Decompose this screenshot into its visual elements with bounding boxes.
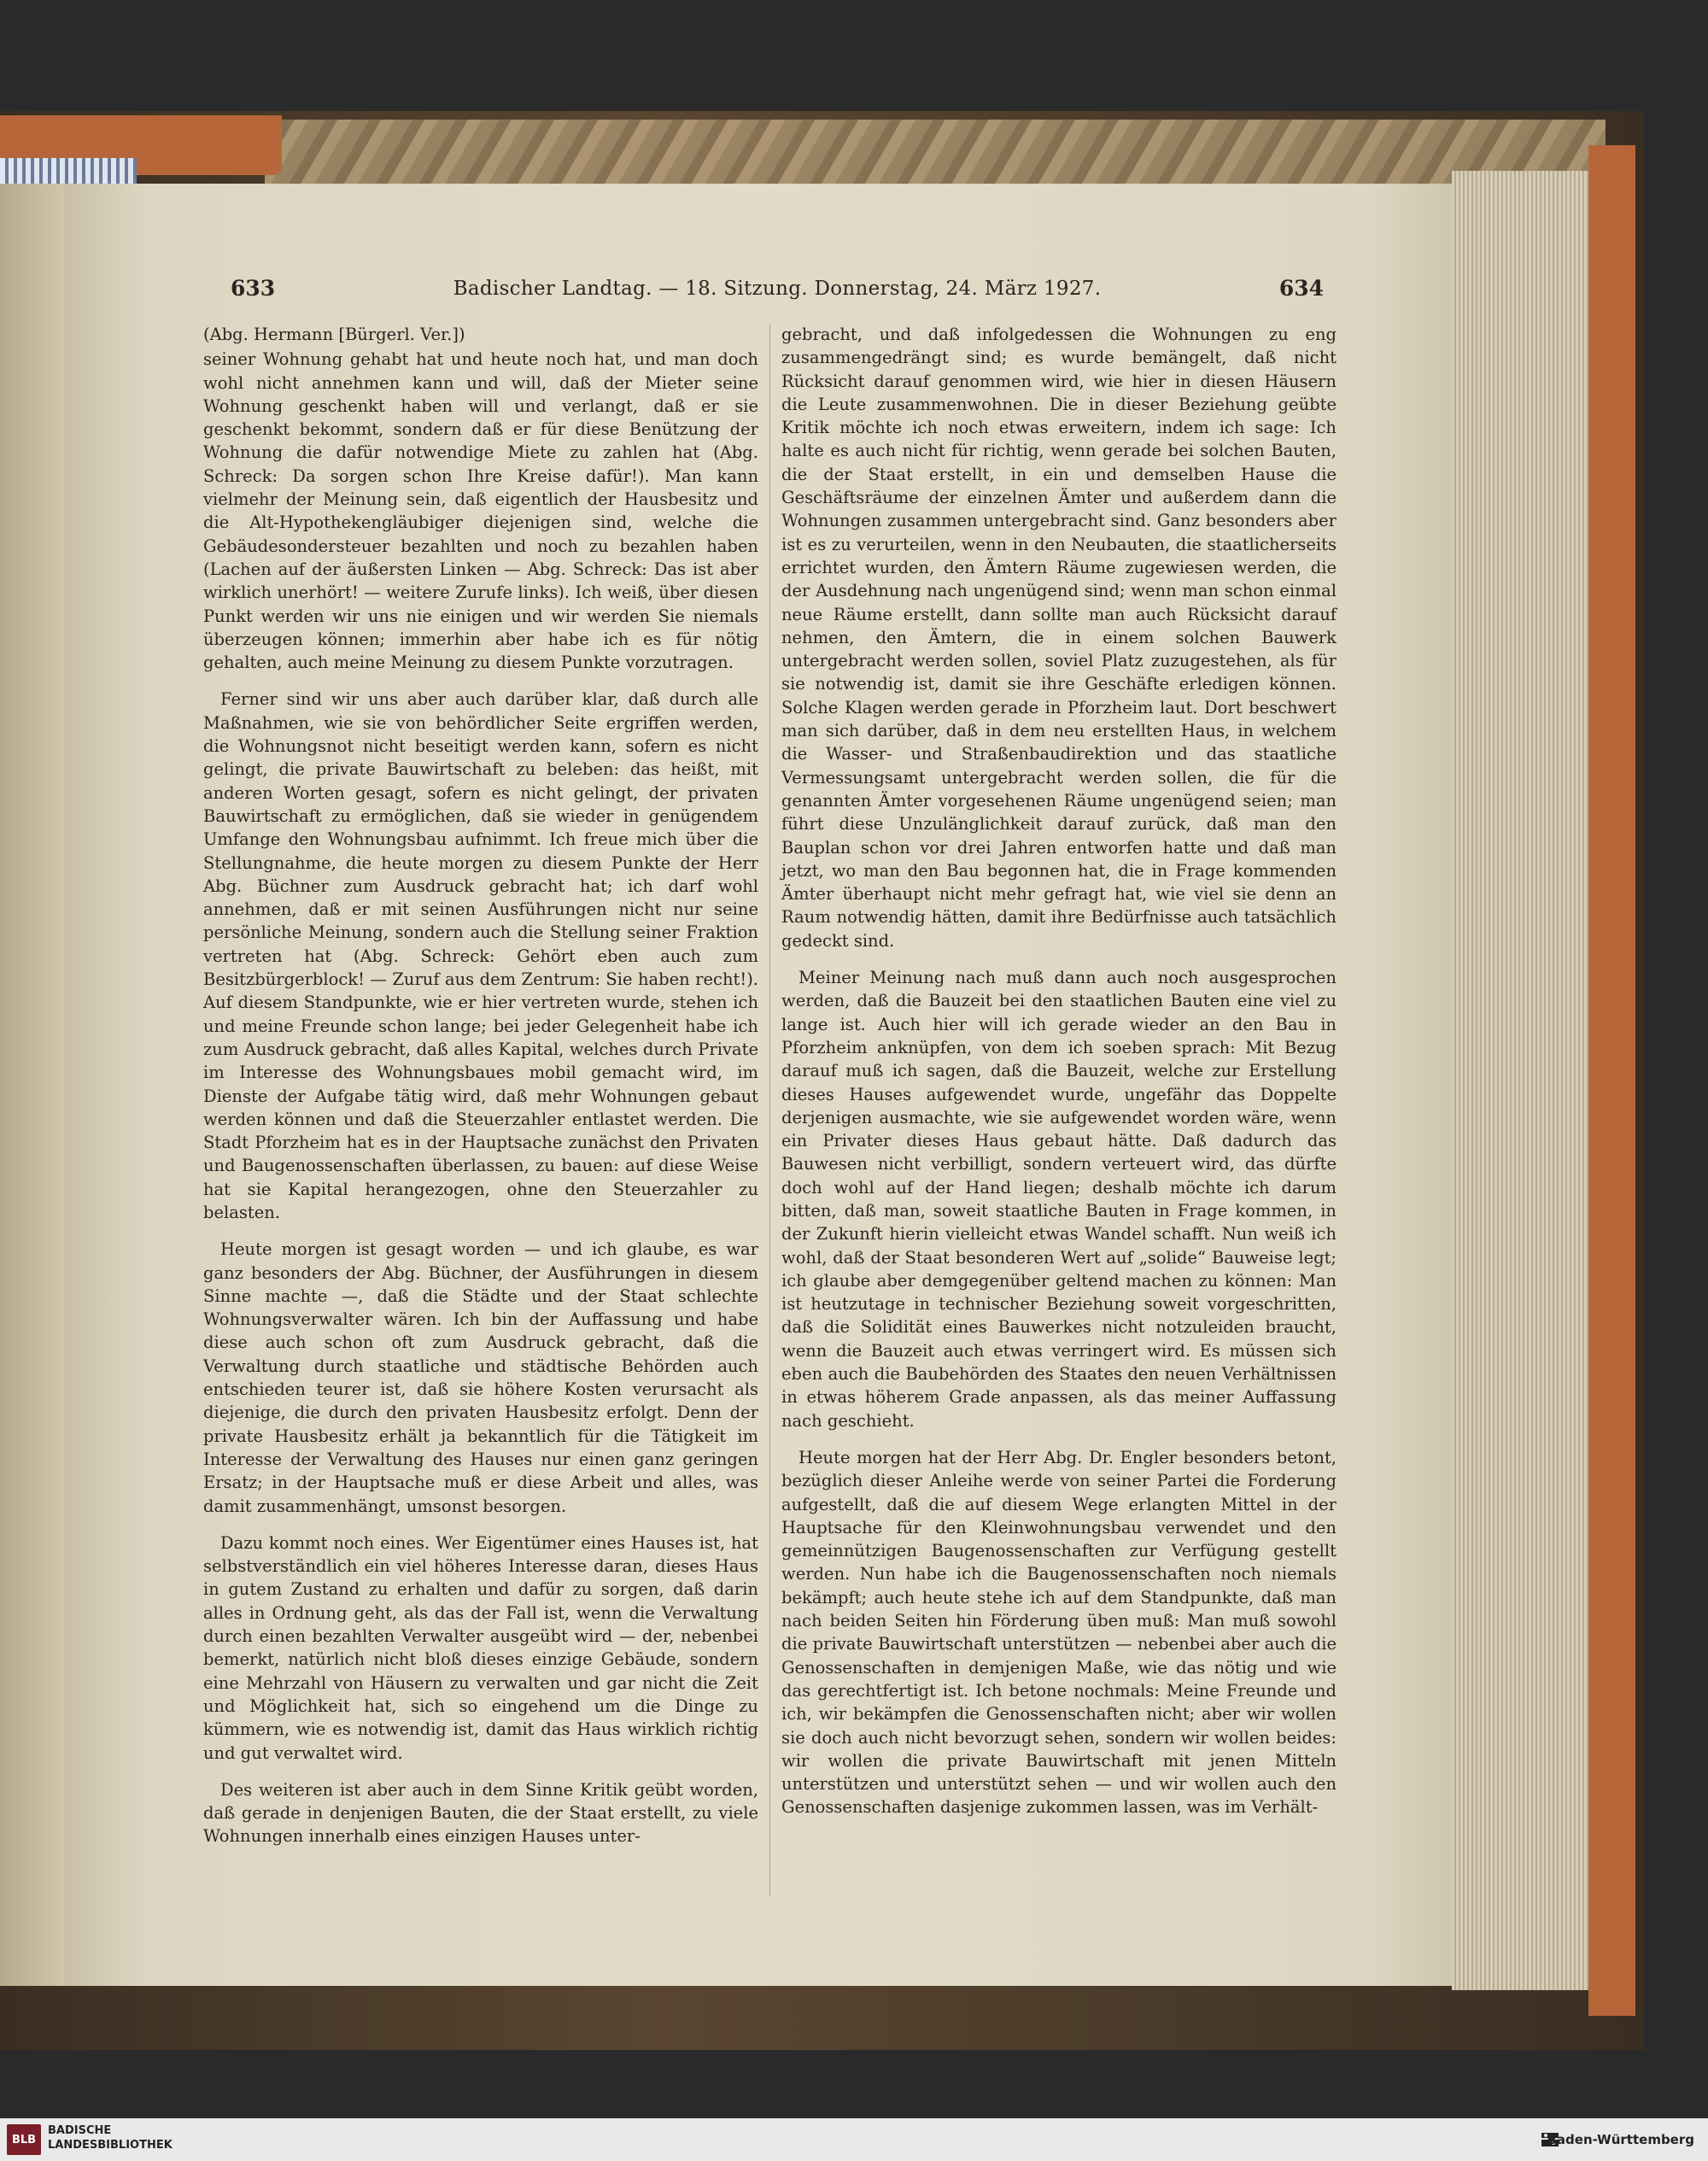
page-number-left: 633 — [231, 276, 276, 301]
facing-page-edge — [0, 184, 66, 1986]
library-name[interactable] — [48, 2123, 173, 2152]
library-name-line1: BADISCHE — [48, 2124, 112, 2137]
paragraph: Heute morgen ist gesagt worden — und ich glaube, es war ganz besonders der Abg. Büchner, der Ausführungen in diesem Sinne machte —, daß die Städte und der Staat schlechte Wohnungsverwalter wären. Ich bin der Auffassung und habe diese auch schon oft zum Ausdruck gebracht, daß die Verwaltung durch staatliche und städtische Behörden auch entschieden teurer ist, daß sie höhere Kosten verursacht als diejenige, die durch den privaten Hausbesitz erfolgt. Denn der private Hausbesitz erhält ja bekanntlich für die Tätigkeit im Interesse der Verwaltung des Hauses nur einen ganz geringen Ersatz; in der Hauptsache muß er diese Arbeit und alles, was damit zusammenhängt, umsonst besorgen. — [203, 1239, 758, 1516]
speaker-attribution: (Abg. Hermann [Bürgerl. Ver.]) — [203, 325, 465, 344]
state-name[interactable]: Baden-Württemberg — [1547, 2132, 1694, 2147]
column-divider — [769, 325, 770, 1896]
viewer-footer — [0, 2118, 1708, 2161]
page-fore-edge — [1452, 171, 1606, 1990]
spine-headband — [0, 158, 137, 184]
header-title: Badischer Landtag. — 18. Sitzung. Donnerstag, 24. März 1927. — [453, 278, 1102, 300]
paragraph: Heute morgen hat der Herr Abg. Dr. Engler besonders betont, bezüglich dieser Anleihe werde von seiner Partei die Forderung aufgestellt, daß die auf diesem Wege erlangten Mittel in der Hauptsache für den Kleinwohnungsbau verwendet und den gemeinnützigen Baugenossenschaften zur Verfügung gestellt werden. Nun habe ich die Baugenossenschaften noch niemals bekämpft; auch heute stehe ich auf dem Standpunkte, daß man nach beiden Seiten hin Förderung üben muß: Man muß sowohl die private Bauwirtschaft unterstützen — nebenbei aber auch die Genossenschaften in demjenigen Maße, wie das nötig und wie das gerechtfertigt ist. Ich betone nochmals: Meine Freunde und ich, wir bekämpfen die Genossenschaften nicht; aber wir wollen sie doch auch nicht bevorzugt sehen, sondern wir wollen beides: wir wollen die private Bauwirtschaft mit jenen Mitteln unterstützen und unterstützt sehen — und wir wollen auch den Genossenschaften dasjenige zukommen lassen, was im Verhält- — [781, 1447, 1337, 1818]
paragraph: Meiner Meinung nach muß dann auch noch ausgesprochen werden, daß die Bauzeit bei den staatlichen Bauten eine viel zu lange ist. Auch hier will ich gerade wieder an den Bau in Pforzheim anknüpfen, von dem ich soeben sprach: Mit Bezug darauf muß ich sagen, daß die Bauzeit, welche zur Erstellung dieses Hauses aufgewendet wurde, ungefähr das Doppelte derjenigen ausmachte, wie sie aufgewendet worden wäre, wenn ein Privater dieses Haus gebaut hätte. Daß dadurch das Bauwesen nicht verbilligt, sondern verteuert wird, das dürfte doch wohl auf der Hand liegen; deshalb möchte ich darum bitten, daß man, soweit staatliche Bauten in Frage kommen, in der Zukunft hierin vielleicht etwas Wandel schafft. Nun weiß ich wohl, daß der Staat besonderen Wert auf „solide“ Bauweise legt; ich glaube aber demgegenüber geltend machen zu können: Man ist heutzutage in technischer Beziehung soweit vorgeschritten, daß die Solidität eines Bauwerkes nicht notzuleiden braucht, wenn die Bauzeit auch etwas verringert wird. Es müssen sich eben auch die Baubehörden des Staates den neuen Verhältnissen in etwas höherem Grade anpassen, als das meiner Auffassung nach geschieht. — [781, 968, 1337, 1431]
library-name-line2: LANDESBIBLIOTHEK — [48, 2139, 173, 2152]
blb-logo[interactable]: BLB — [7, 2124, 41, 2155]
paragraph: Ferner sind wir uns aber auch darüber klar, daß durch alle Maßnahmen, wie sie von behördlicher Seite ergriffen werden, die Wohnungsnot nicht beseitigt werden kann, sofern es nicht gelingt, die private Bauwirtschaft zu beleben: das heißt, mit anderen Worten gesagt, sofern es nicht gelingt, der privaten Bauwirtschaft zu ermöglichen, daß sie wieder in genügendem Umfange den Wohnungsbau aufnimmt. Ich freue mich über die Stellungnahme, die heute morgen zu diesem Punkte der Herr Abg. Büchner zum Ausdruck gebracht hat; ich darf wohl annehmen, daß er mit seinen Ausführungen nicht nur seine persönliche Meinung, sondern auch die Stellung seiner Fraktion vertreten hat (Abg. Schreck: Gehört eben auch zum Besitzbürgerblock! — Zuruf aus dem Zentrum: Sie haben recht!). Auf diesem Standpunkte, wie er hier vertreten wurde, stehen ich und meine Freunde schon lange; bei jeder Gelegenheit habe ich zum Ausdruck gebracht, daß alles Kapital, welches durch Private im Interesse des Wohnungsbaues mobil gemacht wird, im Dienste der Aufgabe tätig wird, daß mehr Wohnungen gebaut werden können und daß die Steuerzahler entlastet werden. Die Stadt Pforzheim hat es in der Hauptsache zunächst den Privaten und Baugenossenschaften überlassen, zu bauen: auf diese Weise hat sie Kapital herangezogen, ohne den Steuerzahler zu belasten. — [203, 689, 758, 1222]
paragraph: seiner Wohnung gehabt hat und heute noch hat, und man doch wohl nicht annehmen kann und will, daß der Mieter seine Wohnung geschenkt haben will und verlangt, daß er sie geschenkt bekommt, sondern daß er für diese Benützung der Wohnung die dafür notwendige Miete zu zahlen hat (Abg. Schreck: Da sorgen schon Ihre Kreise dafür!). Man kann vielmehr der Meinung sein, daß eigentlich der Hausbesitz und die Alt-Hypothekengläubiger diejenigen sind, welche die Gebäudesondersteuer bezahlten und noch zu bezahlen haben (Lachen auf der äußersten Linken — Abg. Schreck: Das ist aber wirklich unerhört! — weitere Zurufe links). Ich weiß, über diesen Punkt werden wir uns nie einigen und wir werden Sie niemals überzeugen können; immerhin aber habe ich es für nötig gehalten, auch meine Meinung zu diesem Punkte vorzutragen. — [203, 349, 758, 673]
running-header — [231, 276, 1324, 310]
right-text-column — [781, 323, 1337, 1833]
page-number-right: 634 — [1278, 276, 1324, 301]
paragraph: Des weiteren ist aber auch in dem Sinne Kritik geübt worden, daß gerade in denjenigen Bauten, die der Staat erstellt, zu viele Wohnungen innerhalb eines einzigen Hauses unter- — [203, 1779, 758, 1847]
left-text-column — [203, 323, 758, 1862]
paragraph: gebracht, und daß infolgedessen die Wohnungen zu eng zusammengedrängt sind; es wurde bemängelt, daß nicht Rücksicht darauf genommen wird, wie hier in diesen Häusern die Leute zusammenwohnen. Die in dieser Beziehung geübte Kritik möchte ich noch etwas erweitern, indem ich sage: Ich halte es auch nicht für richtig, wenn gerade bei solchen Bauten, die der Staat erstellt, in ein und demselben Hause die Geschäftsräume der einzelnen Ämter und außerdem dann die Wohnungen zusammen untergebracht sind. Ganz besonders aber ist es zu verurteilen, wenn in den Neubauten, die staatlicherseits errichtet wurden, den Ämtern Räume zugewiesen werden, die der Ausdehnung nach ungenügend sind; wenn man schon einmal neue Räume erstellt, dann sollte man auch Rücksicht darauf nehmen, den Ämtern, die in einem solchen Bauwerk untergebracht werden sollen, soviel Platz zuzugestehen, als für sie notwendig ist, damit sie ihre Geschäfte erledigen können. Solche Klagen werden gerade in Pforzheim laut. Dort beschwert man sich darüber, daß in dem neu erstellten Haus, in welchem die Wasser- und Straßenbaudirektion und das staatliche Vermessungsamt untergebracht werden sollen, die für die genannten Ämter vorgesehenen Räume ungenügend seien; man führt diese Unzulänglichkeit darauf zurück, daß man den Bauplan schon vor drei Jahren entworfen hatte und daß man jetzt, wo man den Bau begonnen hat, die in Frage kommenden Ämter überhaupt nicht mehr gefragt hat, wie viel sie denn an Raum notwendig hätten, damit ihre Bedürfnisse auch tatsächlich gedeckt sind. — [781, 325, 1337, 951]
paragraph: Dazu kommt noch eines. Wer Eigentümer eines Hauses ist, hat selbstverständlich ein viel höheres Interesse daran, dieses Haus in gutem Zustand zu erhalten und dafür zu sorgen, daß darin alles in Ordnung geht, als das der Fall ist, wenn die Verwaltung durch einen bezahlten Verwalter ausgeübt wird — der, nebenbei bemerkt, natürlich nicht bloß dieses einzige Gebäude, sondern eine Mehrzahl von Häusern zu verwalten und gar nicht die Zeit und Möglichkeit hat, sich so eingehend um die Dinge zu kümmern, wie es notwendig ist, damit das Haus wirklich richtig und gut verwaltet wird. — [203, 1532, 758, 1763]
back-cover-edge — [1588, 145, 1635, 2016]
